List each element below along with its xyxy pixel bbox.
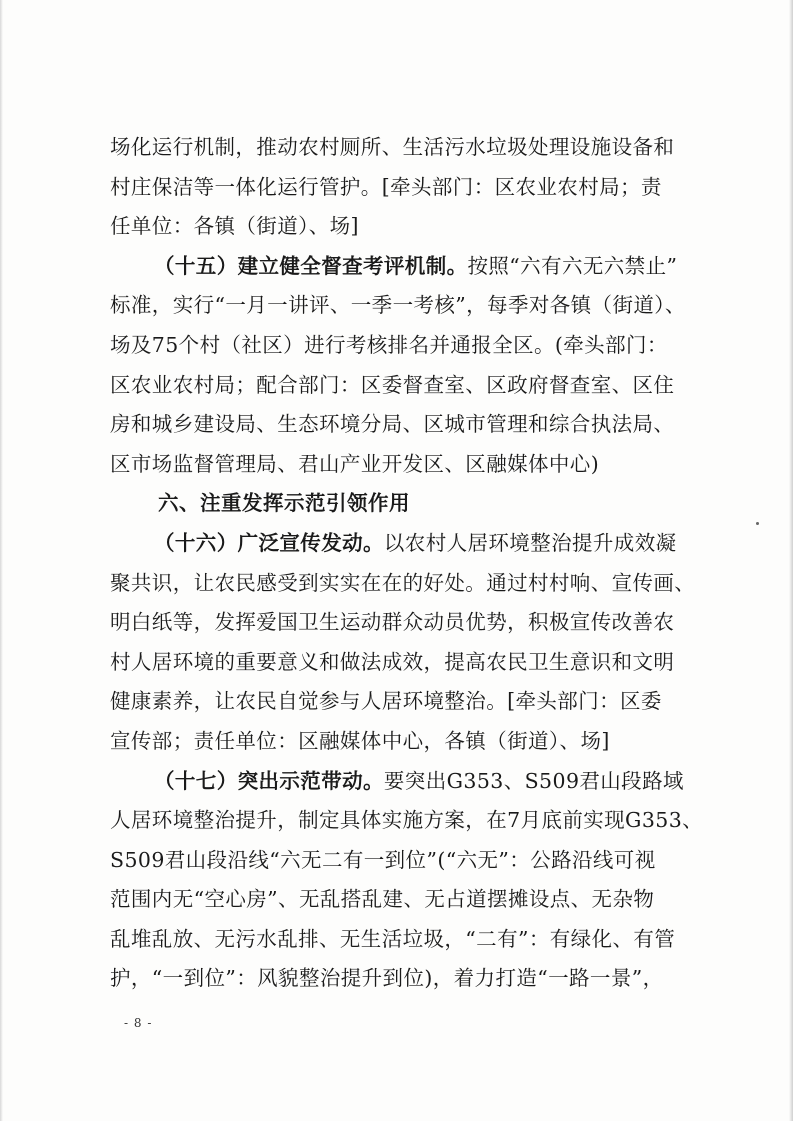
section-heading: 六、注重发挥示范引领作用 <box>158 491 410 516</box>
scan-edge-right <box>789 0 793 1121</box>
item-16-first-line <box>110 524 682 564</box>
item-15-first-rest: 按照“六有六无六禁止” <box>467 253 678 278</box>
body-line: 房和城乡建设局、生态环境分局、区城市管理和综合执法局、 <box>110 412 675 437</box>
item-15-lead: （十五）建立健全督查考评机制。 <box>154 253 468 278</box>
body-line: 聚共识，让农民感受到实实在在的好处。通过村村响、宣传画、 <box>110 570 696 595</box>
body-line: S509君山段沿线“六无二有一到位”(“六无”：公路沿线可视 <box>110 847 656 872</box>
body-line: 范围内无“空心房”、无乱搭乱建、无占道摆摊设点、无杂物 <box>110 887 655 912</box>
body-line: 明白纸等，发挥爱国卫生运动群众动员优势，积极宣传改善农 <box>110 610 675 635</box>
body-line: 宣传部；责任单位：区融媒体中心，各镇（街道）、场] <box>110 728 610 753</box>
body-line: 任单位：各镇（街道）、场] <box>110 214 359 239</box>
item-15-first-line <box>110 247 682 287</box>
body-line: 村庄保洁等一体化运行管护。[牵头部门：区农业农村局；责 <box>110 174 662 199</box>
body-line: 区农业农村局；配合部门：区委督查室、区政府督查室、区住 <box>110 372 675 397</box>
document-body <box>110 128 704 999</box>
body-line: 区市场监督管理局、君山产业开发区、区融媒体中心) <box>110 451 600 476</box>
item-17-lead: （十七）突出示范带动。 <box>154 768 384 793</box>
body-line: 健康素养，让农民自觉参与人居环境整治。[牵头部门：区委 <box>110 689 662 714</box>
item-17-first-rest: 要突出G353、S509君山段路域 <box>383 768 684 793</box>
scan-speck <box>756 522 759 525</box>
body-line: 乱堆乱放、无污水乱排、无生活垃圾，“二有”：有绿化、有管 <box>110 926 676 951</box>
item-16-first-rest: 以农村人居环境整治提升成效凝 <box>383 530 677 555</box>
body-line: 标准，实行“一月一讲评、一季一考核”，每季对各镇（街道）、 <box>110 293 686 318</box>
body-line: 护，“一到位”：风貌整治提升到位)，着力打造“一路一景”， <box>110 966 664 991</box>
item-17-first-line <box>110 762 682 802</box>
body-line: 人居环境整治提升，制定具体实施方案，在7月底前实现G353、 <box>110 808 704 833</box>
page-number: - 8 - <box>124 1016 153 1030</box>
body-line: 场化运行机制，推动农村厕所、生活污水垃圾处理设施设备和 <box>110 135 675 159</box>
body-line: 场及75个村（社区）进行考核排名并通报全区。(牵头部门： <box>110 332 668 357</box>
scan-edge-left <box>0 0 3 1121</box>
item-16-lead: （十六）广泛宣传发动。 <box>154 530 384 555</box>
body-line: 村人居环境的重要意义和做法成效，提高农民卫生意识和文明 <box>110 649 675 674</box>
